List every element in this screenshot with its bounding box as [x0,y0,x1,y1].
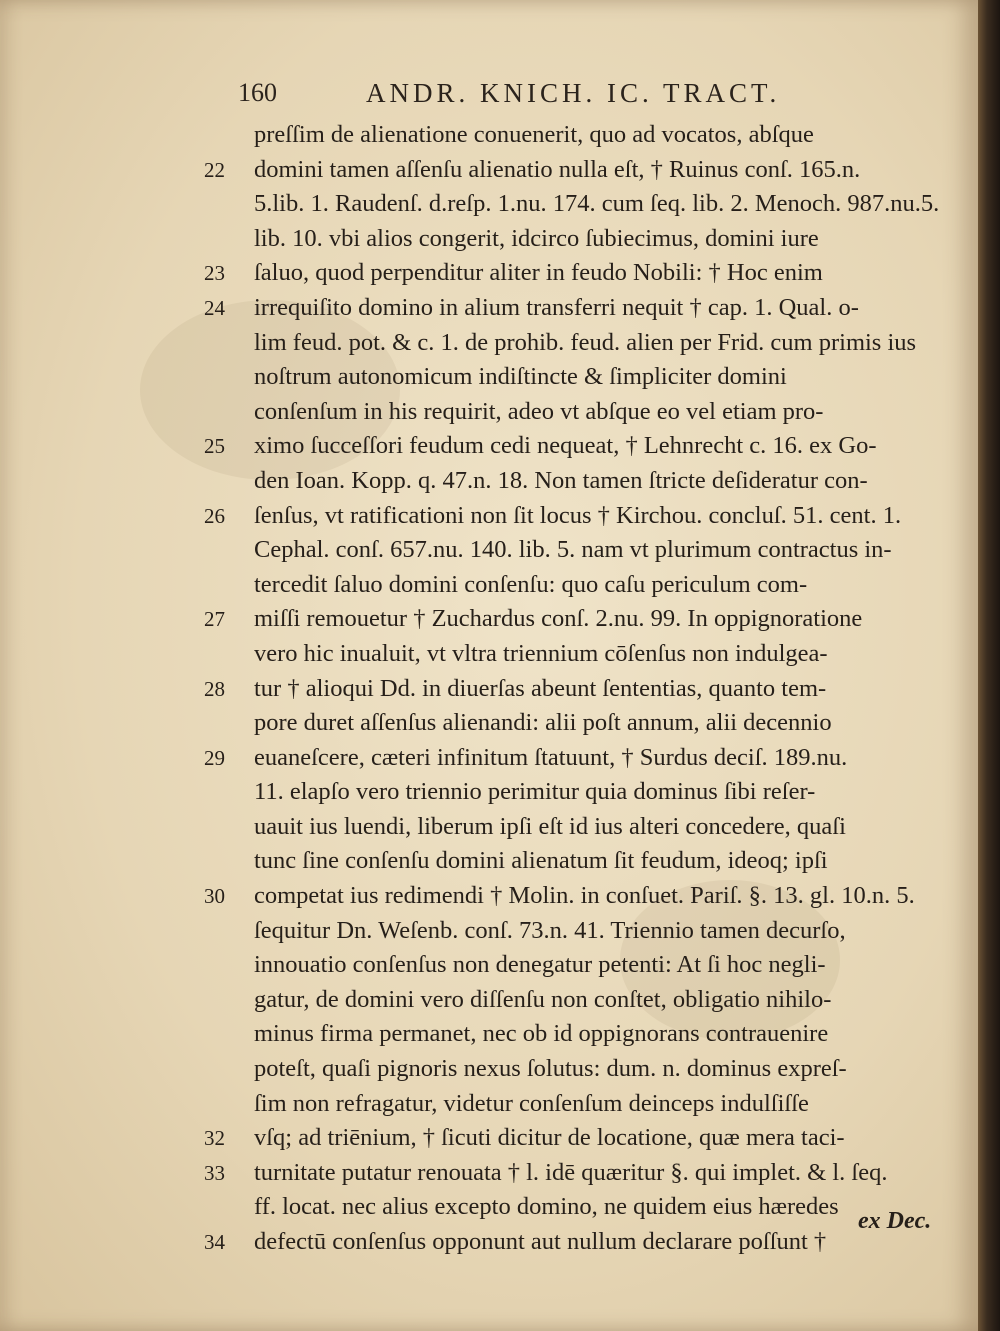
line-text: vſq; ad triēnium, † ſicuti dicitur de locatione, quæ mera taci- [254,1124,845,1152]
line-text: ximo ſucceſſori feudum cedi nequeat, † Lehnrecht c. 16. ex Go- [254,432,877,460]
text-line [204,637,964,672]
line-text: turnitate putatur renouata † l. idē quæritur §. qui implet. & l. ſeq. [254,1158,888,1186]
text-line [204,844,964,879]
line-text: 11. elapſo vero triennio perimitur quia dominus ſibi reſer- [254,778,816,806]
line-text: pore duret aſſenſus alienandi: alii poſt annum, alii decennio [254,709,832,737]
text-line [204,395,964,430]
line-text: domini tamen aſſenſu alienatio nulla eſt, † Ruinus conſ. 165.n. [254,155,861,183]
text-line [204,948,964,983]
line-text: defectū conſenſus opponunt aut nullum declarare poſſunt † [254,1228,827,1255]
text-line [204,222,964,257]
line-number: 29 [204,745,225,770]
line-text: noſtrum autonomicum indiſtincte & ſimpliciter domini [254,363,787,391]
line-number: 22 [204,157,225,182]
line-text: conſenſum in his requirit, adeo vt abſque eo vel etiam pro- [254,397,824,425]
text-line [204,775,964,810]
text-line [204,326,964,361]
catchword: ex Dec. [858,1208,932,1234]
text-line [204,672,964,707]
text-line [204,360,964,395]
line-text: ſaluo, quod perpenditur aliter in feudo Nobili: † Hoc enim [254,259,823,287]
line-number: 26 [204,503,225,528]
page-number: 160 [238,78,277,107]
text-line [204,187,964,222]
line-number: 27 [204,607,225,632]
line-text: euaneſcere, cæteri infinitum ſtatuunt, † Surdus deciſ. 189.nu. [254,743,848,771]
line-text: tur † alioqui Dd. in diuerſas abeunt ſententias, quanto tem- [254,674,827,702]
line-text: poteſt, quaſi pignoris nexus ſolutus: dum. n. dominus expreſ- [254,1055,847,1083]
text-line [204,1121,964,1156]
text-line [204,1017,964,1052]
line-text: lim feud. pot. & c. 1. de prohib. feud. alien per Frid. cum primis ius [254,328,917,356]
text-line [204,499,964,534]
line-text: tercedit ſaluo domini conſenſu: quo caſu periculum com- [254,570,808,598]
line-text: gatur, de domini vero diſſenſu non conſtet, obligatio nihilo- [254,985,832,1013]
text-line [204,1052,964,1087]
line-number: 24 [204,295,225,320]
text-line [204,706,964,741]
line-number: 25 [204,434,225,459]
line-text: preſſim de alienatione conuenerit, quo ad vocatos, abſque [254,121,814,148]
line-text: competat ius redimendi † Molin. in conſuet. Pariſ. §. 13. gl. 10.n. 5. [254,882,915,910]
text-line [204,291,964,326]
text-line [204,1225,964,1260]
text-line [204,533,964,568]
line-text: ſenſus, vt ratificationi non ſit locus † Kirchou. concluſ. 51. cent. 1. [254,501,902,529]
running-head: ANDR. KNICH. IC. TRACT. [366,78,781,108]
text-line [204,568,964,603]
text-line [204,1190,964,1225]
page-header [238,78,858,114]
text-line [204,256,964,291]
line-text: tunc ſine conſenſu domini alienatum ſit feudum, ideoq; ipſi [254,847,828,875]
line-text: 5.lib. 1. Raudenſ. d.reſp. 1.nu. 174. cum ſeq. lib. 2. Menoch. 987.nu.5. [254,190,940,218]
text-line [204,879,964,914]
text-line [204,429,964,464]
text-line [204,118,964,153]
line-text: minus firma permanet, nec ob id oppignorans contrauenire [254,1020,829,1048]
text-line [204,153,964,188]
book-binding-edge [978,0,1000,1331]
line-text: vero hic inualuit, vt vltra triennium cōſenſus non indulgea- [254,639,828,667]
line-text: ſequitur Dn. Weſenb. conſ. 73.n. 41. Triennio tamen decurſo, [254,916,846,944]
line-text: uauit ius luendi, liberum ipſi eſt id ius alteri concedere, quaſi [254,812,846,840]
text-line [204,1156,964,1191]
line-text: miſſi remouetur † Zuchardus conſ. 2.nu. 99. In oppignoratione [254,605,863,633]
line-text: den Ioan. Kopp. q. 47.n. 18. Non tamen ſtricte deſideratur con- [254,466,868,494]
line-number: 34 [204,1230,225,1254]
line-text: ſim non refragatur, videtur conſenſum deinceps indulſiſſe [254,1089,809,1117]
line-number: 33 [204,1160,225,1185]
line-text: innouatio conſenſus non denegatur petenti: At ſi hoc negli- [254,951,826,979]
line-number: 23 [204,261,225,286]
text-line [204,983,964,1018]
text-line [204,914,964,949]
line-text: ff. locat. nec alius excepto domino, ne quidem eius hæredes [254,1193,839,1221]
line-number: 28 [204,676,225,701]
text-line [204,602,964,637]
text-line [204,741,964,776]
line-text: Cephal. conſ. 657.nu. 140. lib. 5. nam vt plurimum contractus in- [254,536,892,564]
text-line [204,1087,964,1122]
body-text [204,118,964,1260]
line-number: 32 [204,1126,225,1151]
text-line [204,810,964,845]
line-number: 30 [204,884,225,909]
text-line [204,464,964,499]
line-text: lib. 10. vbi alios congerit, idcirco ſubiecimus, domini iure [254,224,819,252]
line-text: irrequiſito domino in alium transferri nequit † cap. 1. Qual. o- [254,293,859,321]
